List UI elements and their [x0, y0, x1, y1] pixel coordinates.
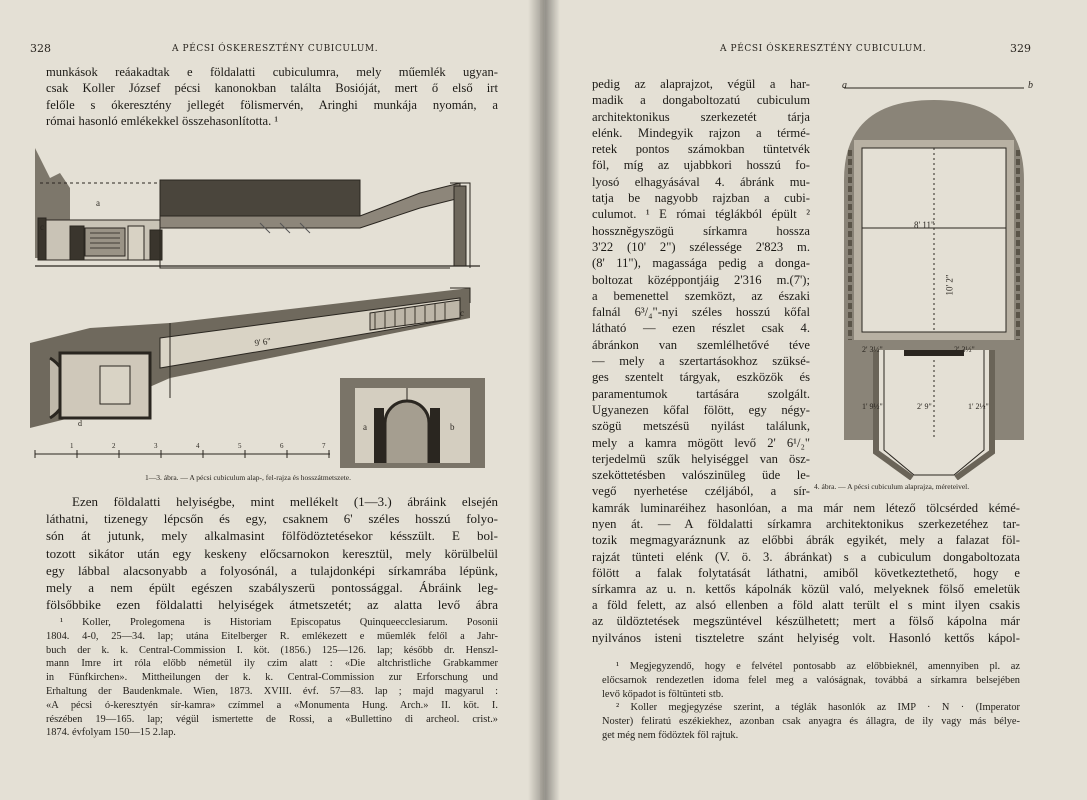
text-line: mely a kamra mögött levő 2' 6¹/₂" — [592, 435, 810, 450]
plan-walls — [844, 100, 1024, 478]
scale-label: 3 — [154, 442, 158, 450]
footnotes-right — [602, 660, 1020, 743]
label-c: c — [40, 222, 44, 232]
footnote-line: részében 19—165. lap; végül ismertette de Rossi, a «Bullettino di archeol. crist.» — [46, 713, 498, 725]
text-line: vegő nyerhetése czéljából, a sír- — [592, 484, 810, 499]
text-line: pedig az alaprajzot, végül a har- — [592, 77, 810, 91]
text-line: lyosó elhagyásával 4. ábránk mu- — [592, 174, 810, 189]
text-line: szögü metszésü nyilást találunk, — [592, 419, 810, 434]
fig4-bottom-mid: 2' 9" — [917, 402, 932, 411]
scale-label: 4 — [196, 442, 200, 450]
text-line: szeköttetésben valószinüleg üde le- — [592, 468, 810, 483]
text-line: kamrák luminaréihez hasonlóan, a ma már nem létező tölcsérded kémé- — [592, 501, 1020, 515]
text-line: látható — ezen részlet csak 4. — [592, 321, 810, 336]
text-line: láthatni, tizenegy lépcsőn és egy, csaknem 6' széles hosszú folyo- — [46, 511, 498, 527]
text-line: ábránkon van szemlélhetővé téve — [592, 337, 810, 352]
footnote-line: get még nem födöztek föl rajtuk. — [602, 729, 739, 741]
scale-label: 6 — [280, 442, 284, 450]
elevation-drawing — [340, 378, 485, 468]
text-line: culumot. ¹ E római téglákból épült ² — [592, 207, 810, 222]
text-line: nyen át. — A földalatti sírkamra architektonikus szerkezetéhez tar- — [592, 517, 1020, 532]
text-line: sírkamra az u. n. kettős kápolnák közül való, melyeknek fölső emeletük — [592, 582, 1020, 597]
fig4-label-b: b — [1028, 80, 1033, 91]
text-line: rajzát tünteti elénk (V. ö. 3. ábránkat) s a cubiculum dongaboltozata — [592, 549, 1020, 564]
text-line: tatja be nagyobb rajzban a cubi- — [592, 191, 810, 206]
text-line: elénk. Mindegyik rajzon a térmé- — [592, 125, 810, 140]
label-a: a — [96, 198, 100, 208]
scale-label: 7 — [322, 442, 326, 450]
footnote-line: ¹ Koller, Prolegomena is Historiam Episcopatus Quinqueecclesiarum. Posonii — [60, 617, 498, 628]
footnote-line: Erhaltung der Baudenkmale. Wien, 1873. XVIII. évf. 57—83. lap ; majd magyarul : — [46, 685, 498, 697]
text-line: mely a nem épült egészen szabályszerü pontossággal. Ábráink leg- — [46, 580, 498, 596]
page-number-right: 329 — [1010, 42, 1031, 55]
text-line: madik a dongaboltozatú cubiculum — [592, 93, 810, 108]
text-line: hosszněgyszögü sírkamra hossza — [592, 223, 810, 238]
text-line: tozott sikátor után egy keskeny előcsarnokon keresztül, mely körülbelül — [46, 545, 498, 561]
page-number-left: 328 — [30, 42, 51, 55]
text-line: falnál 6³/₄"-nyi széles hosszú kőfal — [592, 305, 810, 320]
footnote-line: in Fünfkirchen». Mittheilungen der k. k. Central-Commission zur Erforschung und — [46, 672, 498, 684]
text-line: Ugyanezen kőfal fölött, egy négy- — [592, 402, 810, 417]
running-head-right: A PÉCSI ÓSKERESZTÉNY CUBICULUM. — [720, 44, 927, 54]
text-line: 3'22 (10' 2") szélessége 2'823 m. — [592, 239, 810, 254]
label-a2: a — [363, 422, 367, 432]
footnotes-left — [46, 616, 498, 740]
dim-9-6: 9' 6" — [253, 335, 272, 348]
text-line: felőle s ókeresztény jellegét fölismervén, Aringhi munkája nyomán, a — [46, 97, 498, 112]
fig4-length-dim: 10' 2" — [944, 274, 955, 296]
text-line: tozik megmagyaráznunk az előbbi ábrák egyikét, mely a falazat föl- — [592, 533, 1020, 548]
scale-label: 1 — [70, 442, 74, 450]
text-line: munkások reáakadtak e földalatti cubiculumra, mely műemlék ugyan- — [46, 65, 498, 79]
text-line: az üldöztetések megszüntével készülhetett; mert a fölső kápolna már — [592, 614, 1020, 629]
text-line: a bemenettel szemközt, az északi — [592, 288, 810, 303]
text-line: ges szentelt tárgyak, eszközök és — [592, 370, 810, 385]
text-line: són át jutunk, mely alkalmasint fölfödöztetésekor késszült. E bol- — [46, 528, 498, 544]
text-line: boltozat középpontjáig 2'316 m.(7'); — [592, 272, 810, 287]
text-line: csak Koller József pécsi kanonokban találta Bosióját, mert ő első irt — [46, 81, 498, 96]
fig4-bottom-left: 1' 9½" — [862, 402, 883, 411]
text-line: retek pontos számokban tüntetvék — [592, 142, 810, 157]
running-head-left: A PÉCSI ÓSKERESZTÉNY CUBICULUM. — [172, 44, 379, 54]
book-gutter — [528, 0, 560, 800]
section-drawing — [35, 148, 480, 268]
text-line: architektonikus szerkezetét tárja — [592, 109, 810, 124]
text-line: a föld felett, az alsó ellenben a föld alatt terült el s mint ilyen csakis — [592, 598, 1020, 613]
scale-label: 2 — [112, 442, 116, 450]
intro-paragraph — [46, 64, 498, 130]
text-line: Ezen földalatti helyiségbe, mint mellékelt (1—3.) ábráink elsején — [72, 494, 498, 509]
footnote-line: levő kőpadot is föltünteti stb. — [602, 688, 724, 700]
text-line: egy lábbal alacsonyabb a folyosónál, a tulajdonképi sírkamrába lépünk, — [46, 562, 498, 578]
figure-1-3-drawings — [30, 138, 500, 480]
left-page — [0, 0, 540, 800]
footnote-line: ¹ Megjegyzendő, hogy e felvétel pontosabb az előbbieknél, amennyiben pl. az — [616, 661, 1020, 672]
label-c2: c — [460, 308, 464, 318]
fig4-right-lower: 2' 3½" — [954, 345, 975, 354]
footnote-line: 1874. évfolyam 150—15 2.lap. — [46, 727, 176, 739]
right-page — [544, 0, 1087, 800]
label-d: d — [78, 419, 82, 428]
footnote-line: «A pécsi ó-keresztyén sír-kamra» czímmel a «Monumenta Hung. Arch.» II. köt. I. — [46, 699, 498, 711]
fig4-width-dim: 8' 11" — [914, 220, 935, 230]
text-line: terjedelmü szűk helyiséggel van ösz- — [592, 451, 810, 466]
narrow-column — [592, 76, 810, 500]
footnote-line: ² Koller megjegyzése szerint, a téglák hasonlók az IMP · N · (Imperator — [616, 702, 1020, 714]
text-line: fölött a falak folytatását láthatni, amiből következtethető, hogy e — [592, 565, 1020, 580]
body-paragraph — [46, 493, 498, 613]
figure-caption-left: 1—3. ábra. — A pécsi cubiculum alap-, fel-rajza és hosszátmetszete. — [145, 473, 351, 482]
text-line: nyilvános isteni tiszteletre szánt helyiség volt. Hasonló kettős kápol- — [592, 630, 1020, 645]
footnote-line: előcsarnok rendezetlen idoma felel meg a valóságnak, továbbá a sírkamra belsejében — [602, 674, 1020, 686]
footnote-line: buch der k. k. Central-Commission I. köt. (1856.) 125—126. lap; később dr. Henszl- — [46, 644, 498, 656]
figure-4-plan — [824, 80, 1044, 480]
text-line: paramentumok tartására szolgált. — [592, 386, 810, 401]
footnote-line: Noster) feliratú eszékiekhez, azonban csak anyagra és állagra, de ily vagy más bélye- — [602, 716, 1020, 728]
fig4-left-lower: 2' 3½" — [862, 345, 883, 354]
scale-label: 5 — [238, 442, 242, 450]
text-line: — mely a szertartásokhoz szüksé- — [592, 354, 810, 369]
text-line: föl, míg az ujabbkori hosszú fo- — [592, 158, 810, 173]
text-line: (8' 11"), magassága pedig a donga- — [592, 256, 810, 271]
footnote-line: mann Imre irt róla előbb németül ily czim alatt : «Die altchristliche Grabkammer — [46, 658, 498, 670]
text-line: fölsőbbike ezen földalatti helyiségek átmetszetét; az alatta levő ábra — [46, 597, 498, 613]
footnote-line: 1804. 4-0, 25—34. lap; utána Eitelberger R. emlékezett e műemlék felől a Jahr- — [46, 630, 498, 642]
figure-caption-right: 4. ábra. — A pécsi cubiculum alaprajza, méreteivel. — [814, 482, 970, 491]
scale-bar — [35, 450, 330, 458]
fig4-bottom-right: 1' 2½" — [968, 402, 989, 411]
fig4-label-a: a — [842, 80, 847, 91]
text-line: római hasonló emlékekkel összehasonlította. ¹ — [46, 114, 279, 129]
label-b: b — [450, 422, 455, 432]
full-width-text — [592, 500, 1020, 646]
